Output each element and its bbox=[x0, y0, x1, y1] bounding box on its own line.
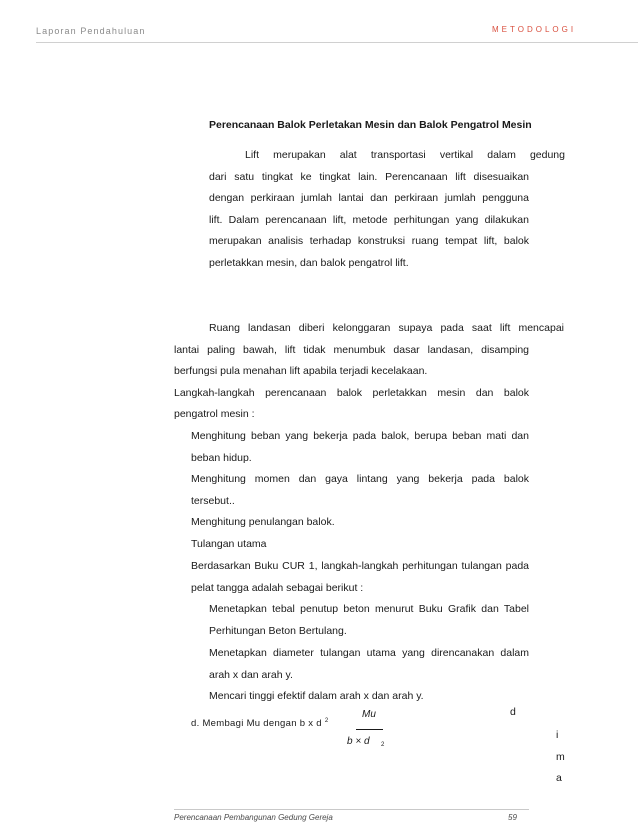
paragraph-line: dengan perkiraan jumlah lantai dan perkiraan jumlah pengguna bbox=[209, 192, 529, 205]
side-letter: m bbox=[556, 751, 565, 763]
header-rule bbox=[36, 42, 638, 43]
paragraph-line: dari satu tingkat ke tingkat lain. Perencanaan lift disesuaikan bbox=[209, 170, 529, 183]
step-item bbox=[191, 426, 529, 469]
paragraph-line: berfungsi pula menahan lift apabila terjadi kecelakaan. bbox=[174, 365, 428, 378]
step-item bbox=[191, 469, 529, 512]
paragraph-line: lantai paling bawah, lift tidak menumbuk dasar landasan, disamping bbox=[174, 343, 529, 356]
step-line: pelat tangga adalah sebagai berikut : bbox=[191, 581, 364, 594]
substep-line: Mencari tinggi efektif dalam arah x dan arah y. bbox=[209, 690, 424, 702]
paragraph-line: Langkah-langkah perencanaan balok perletakkan mesin dan balok bbox=[174, 386, 529, 399]
fraction-denominator: b × d bbox=[347, 736, 370, 747]
side-letter: a bbox=[556, 772, 562, 784]
step-item bbox=[191, 512, 529, 534]
paragraph-line: pengatrol mesin : bbox=[174, 408, 255, 421]
step-line: Tulangan utama bbox=[191, 538, 267, 550]
step-line: Berdasarkan Buku CUR 1, langkah-langkah perhitungan tulangan pada bbox=[191, 560, 529, 572]
side-letter: i bbox=[556, 729, 559, 741]
formula-exponent: 2 bbox=[324, 718, 329, 724]
fraction-denominator-exponent: 2 bbox=[381, 742, 385, 748]
fraction-numerator: Mu bbox=[362, 709, 376, 720]
step-line: Menghitung momen dan gaya lintang yang bekerja pada balok bbox=[191, 473, 529, 485]
paragraph-lift bbox=[209, 145, 565, 275]
header-left-title: Laporan Pendahuluan bbox=[36, 26, 146, 36]
paragraph-line: perletakkan mesin, dan balok pengatrol lift. bbox=[209, 256, 409, 269]
formula-text bbox=[191, 718, 329, 729]
paragraph-landasan bbox=[174, 318, 564, 426]
step-line: beban hidup. bbox=[191, 451, 252, 464]
section-title: Perencanaan Balok Perletakan Mesin dan Balok Pengatrol Mesin bbox=[209, 119, 532, 131]
substep-item bbox=[209, 686, 529, 708]
footer-title: Perencanaan Pembangunan Gedung Gereja bbox=[174, 813, 333, 822]
step-item bbox=[191, 534, 529, 556]
step-line: tersebut.. bbox=[191, 494, 235, 507]
header-right-title: METODOLOGI bbox=[478, 20, 638, 39]
page-number: 59 bbox=[508, 813, 517, 822]
substep-line: Menetapkan diameter tulangan utama yang direncanakan dalam bbox=[209, 647, 529, 659]
substep-item bbox=[209, 643, 529, 686]
step-item bbox=[191, 556, 529, 599]
paragraph-line: merupakan analisis terhadap konstruksi ruang tempat lift, balok bbox=[209, 235, 529, 248]
paragraph-line: lift. Dalam perencanaan lift, metode perhitungan yang dilakukan bbox=[209, 213, 529, 226]
formula-label: d. Membagi Mu dengan b x d bbox=[191, 718, 322, 730]
footer-rule bbox=[174, 809, 529, 810]
substep-line: arah x dan arah y. bbox=[209, 668, 293, 681]
side-letter: d bbox=[510, 706, 516, 718]
substep-line: Perhitungan Beton Bertulang. bbox=[209, 624, 347, 637]
step-line: Menghitung beban yang bekerja pada balok, berupa beban mati dan bbox=[191, 430, 529, 442]
paragraph-line: Ruang landasan diberi kelonggaran supaya pada saat lift mencapai bbox=[209, 322, 564, 334]
substep-line: Menetapkan tebal penutup beton menurut Buku Grafik dan Tabel bbox=[209, 603, 529, 615]
step-line: Menghitung penulangan balok. bbox=[191, 516, 335, 528]
paragraph-line: Lift merupakan alat transportasi vertikal dalam gedung bbox=[245, 149, 565, 161]
fraction-bar bbox=[356, 729, 383, 730]
substep-item bbox=[209, 599, 529, 642]
